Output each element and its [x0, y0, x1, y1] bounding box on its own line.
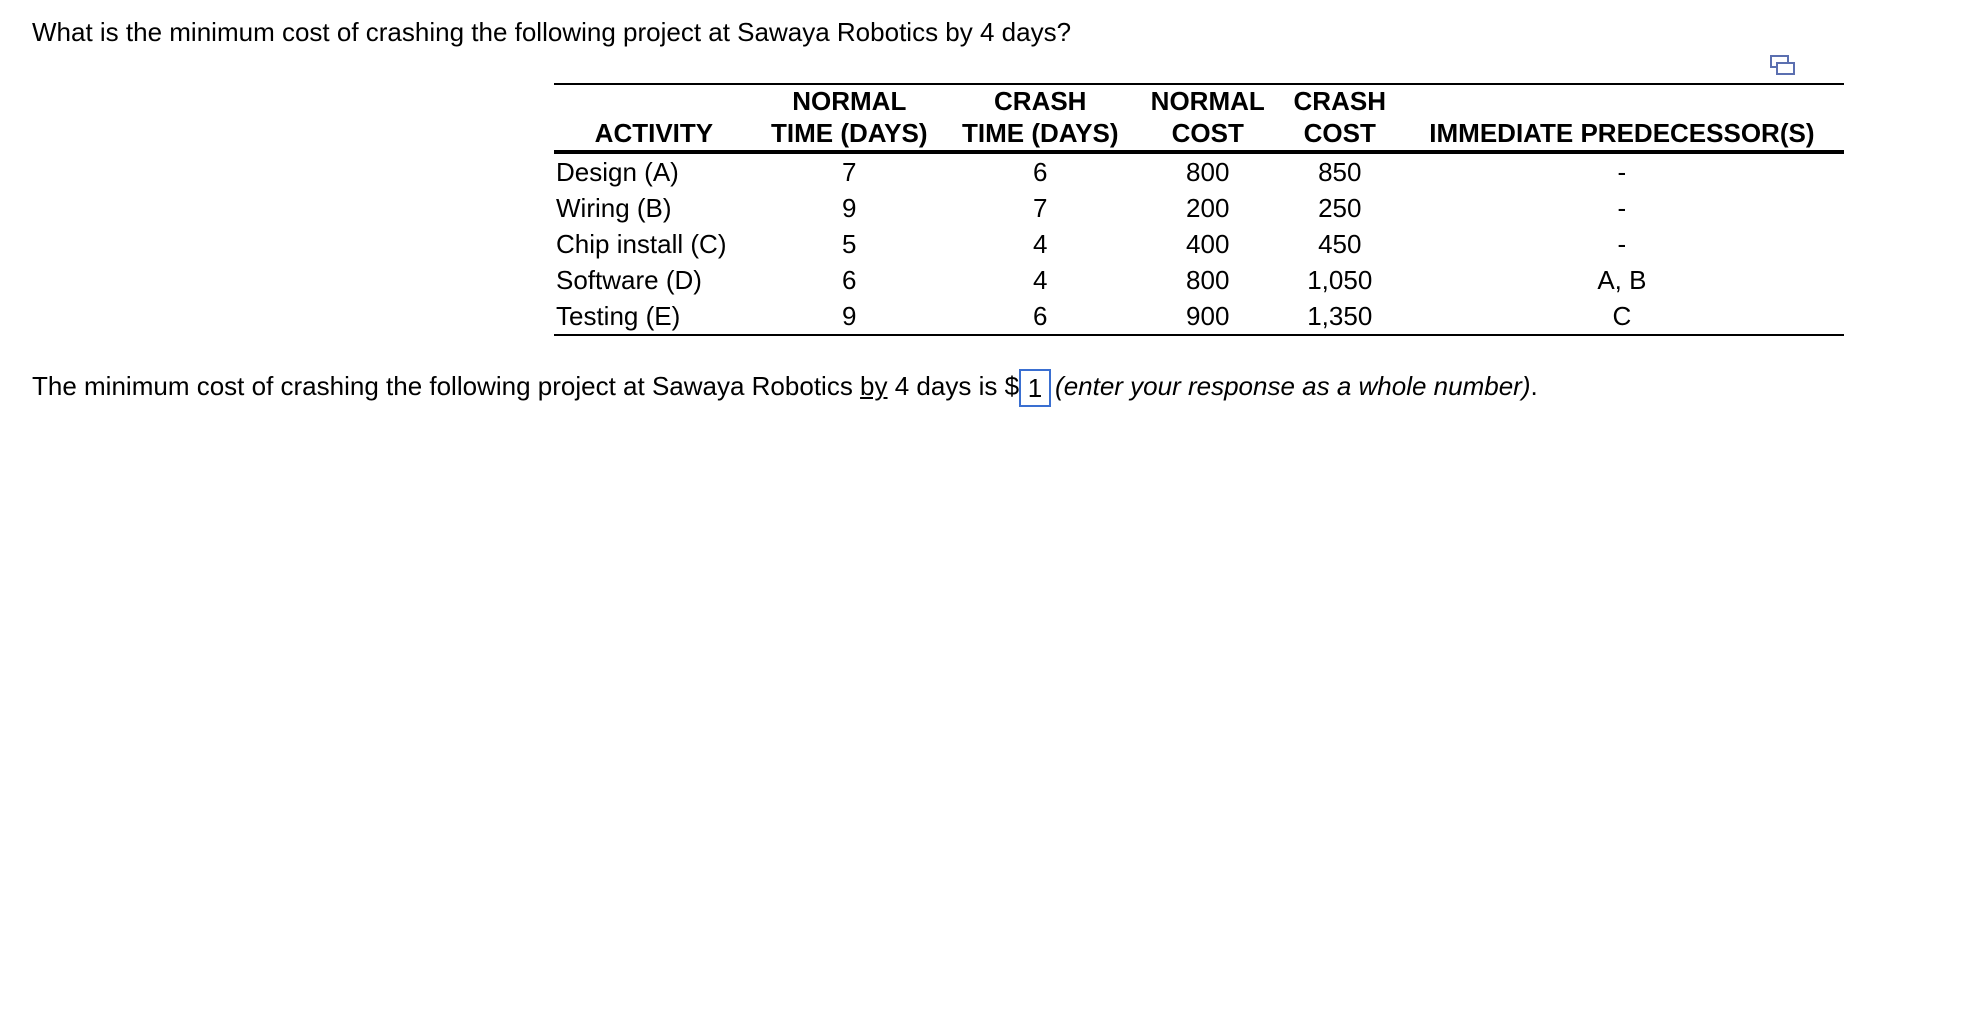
copy-table-icon[interactable] — [1770, 55, 1796, 77]
header-normal-time: TIME (DAYS) — [754, 117, 945, 152]
cell-crash-time: 4 — [1033, 265, 1048, 295]
cell-activity: Testing (E) — [554, 298, 754, 335]
cell-normal-cost: 900 — [1136, 298, 1280, 335]
answer-underlined-word: by — [860, 371, 888, 401]
cell-activity: Chip install (C) — [556, 229, 727, 259]
cell-crash-time: 6 — [945, 298, 1136, 335]
cell-crash-time: 4 — [1033, 229, 1048, 259]
cell-predecessors: - — [1617, 157, 1627, 187]
cell-crash-cost: 850 — [1318, 157, 1362, 187]
header-crash-cost: COST — [1280, 117, 1400, 152]
table-row — [554, 226, 1844, 262]
cell-normal-time: 9 — [754, 298, 945, 335]
cell-normal-time: 5 — [842, 229, 857, 259]
table-row — [554, 262, 1844, 298]
cell-normal-cost: 800 — [1186, 265, 1230, 295]
header-crash-time-line1: CRASH — [994, 86, 1087, 116]
cell-predecessors: - — [1617, 193, 1627, 223]
cell-predecessors: C — [1400, 298, 1844, 335]
answer-input[interactable]: 1 — [1019, 369, 1051, 407]
answer-suffix: . — [1530, 371, 1538, 401]
cell-crash-cost: 450 — [1318, 229, 1362, 259]
cell-activity: Design (A) — [556, 157, 679, 187]
cell-predecessors: - — [1617, 229, 1627, 259]
header-normal-time-line1: NORMAL — [792, 86, 907, 116]
header-predecessors-line1 — [1400, 85, 1844, 117]
cell-crash-cost: 1,350 — [1280, 298, 1400, 335]
question-text: What is the minimum cost of crashing the following project at Sawaya Robotics by 4 days? — [32, 17, 1072, 47]
cell-crash-cost: 1,050 — [1307, 265, 1373, 295]
table-row — [554, 298, 1844, 335]
activity-table — [554, 83, 1844, 336]
answer-sentence — [32, 368, 1538, 407]
header-normal-cost: COST — [1136, 117, 1280, 152]
header-predecessors: IMMEDIATE PREDECESSOR(S) — [1400, 117, 1844, 152]
answer-prefix: The minimum cost of crashing the following project at Sawaya Robotics — [32, 371, 861, 401]
cell-normal-cost: 800 — [1186, 157, 1230, 187]
answer-middle: 4 days is $ — [887, 371, 1020, 401]
cell-normal-time: 9 — [842, 193, 857, 223]
table-row — [554, 190, 1844, 226]
header-crash-cost-line1: CRASH — [1293, 86, 1386, 116]
cell-crash-cost: 250 — [1318, 193, 1362, 223]
cell-crash-time: 6 — [1033, 157, 1048, 187]
cell-normal-time: 6 — [842, 265, 857, 295]
cell-normal-cost: 400 — [1186, 229, 1230, 259]
cell-normal-cost: 200 — [1186, 193, 1230, 223]
cell-normal-time: 7 — [842, 157, 857, 187]
cell-crash-time: 7 — [1033, 193, 1048, 223]
header-activity: ACTIVITY — [554, 117, 754, 152]
cell-activity: Software (D) — [556, 265, 702, 295]
cell-activity: Wiring (B) — [556, 193, 672, 223]
header-crash-time: TIME (DAYS) — [945, 117, 1136, 152]
header-activity-line1 — [554, 85, 754, 117]
cell-predecessors: A, B — [1597, 265, 1647, 295]
table-row — [554, 152, 1844, 190]
answer-hint: (enter your response as a whole number) — [1055, 371, 1531, 401]
header-normal-cost-line1: NORMAL — [1150, 86, 1265, 116]
